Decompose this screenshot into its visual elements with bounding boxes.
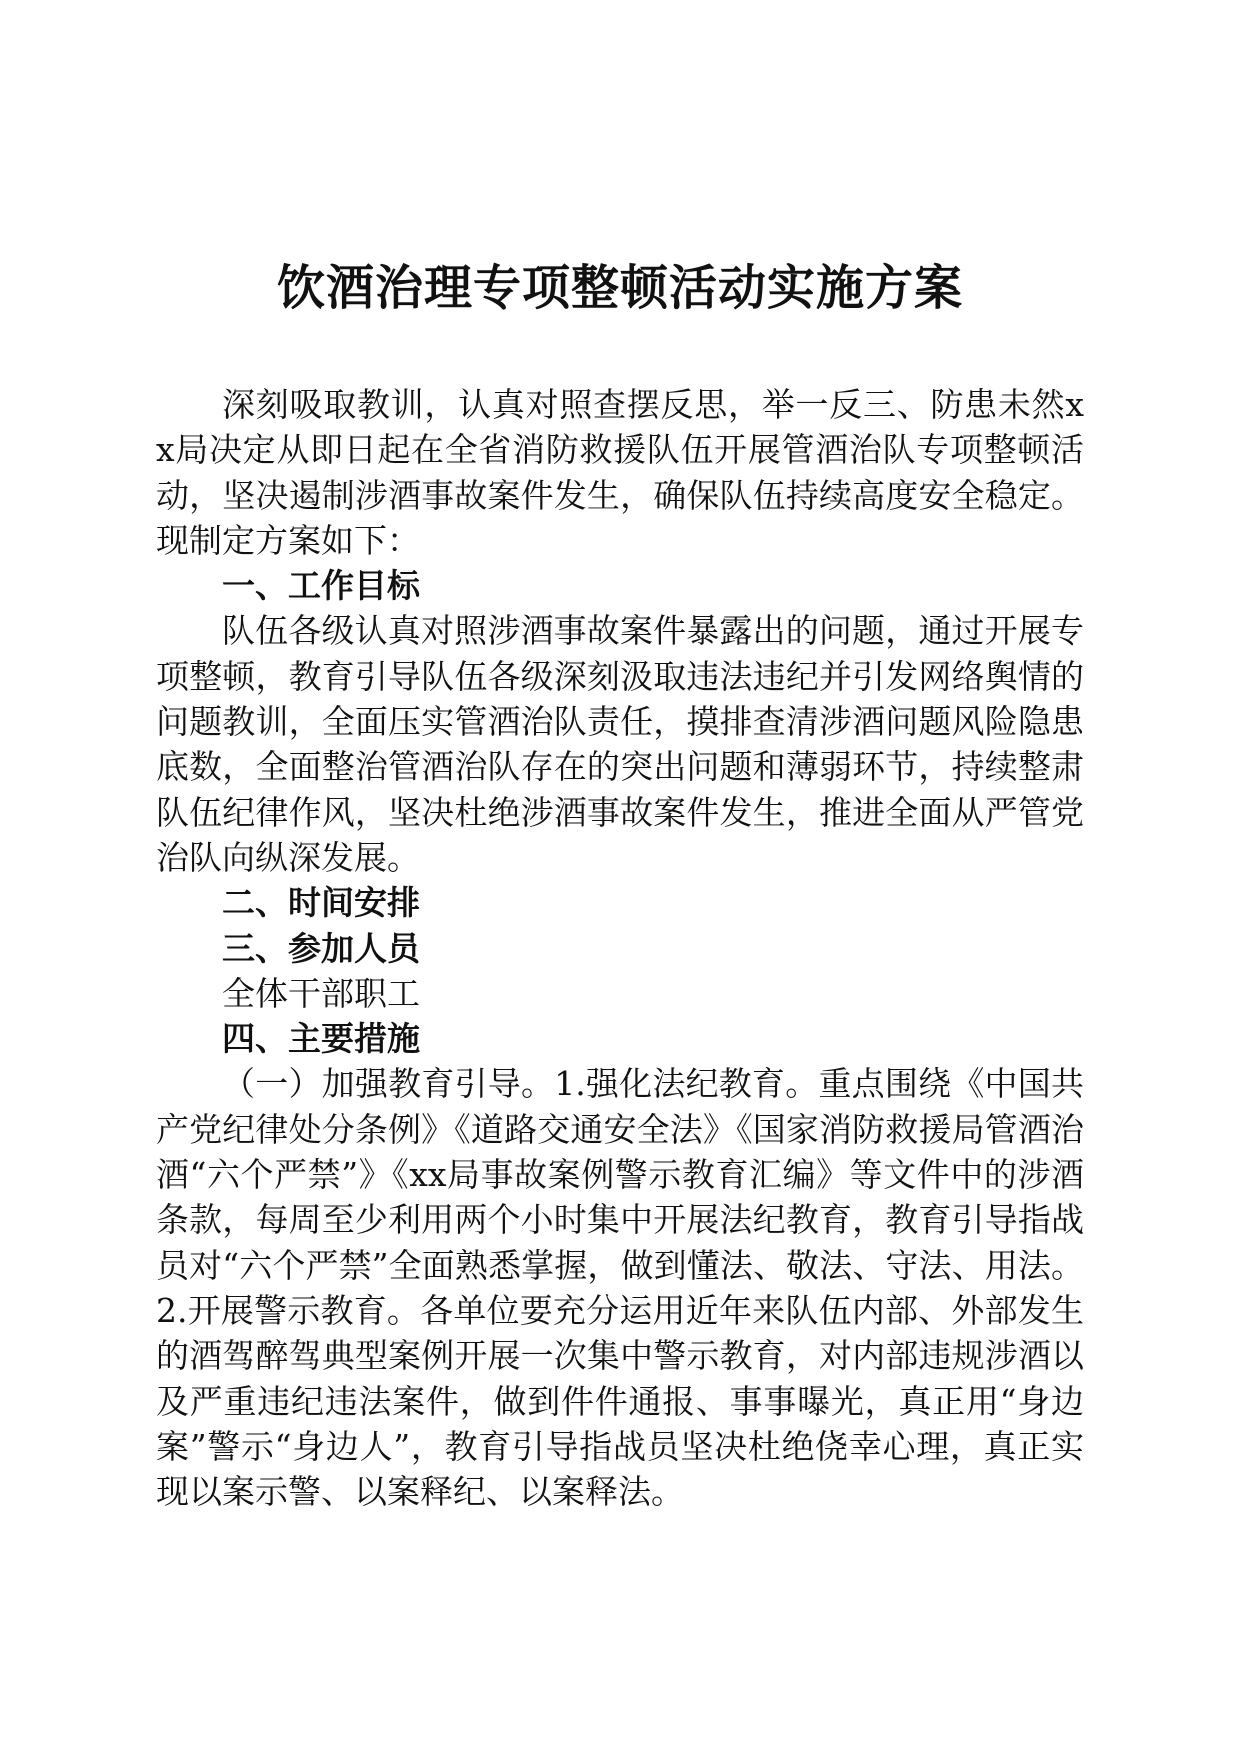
intro-paragraph: 深刻吸取教训，认真对照查摆反思，举一反三、防患未然xx局决定从即日起在全省消防救援队伍开展管酒治队专项整顿活动，坚决遏制涉酒事故案件发生，确保队伍持续高度安全稳定。现制定方案如下： — [156, 385, 1084, 560]
section-heading-measures: 四、主要措施 — [222, 1019, 420, 1059]
section-text-participants: 全体干部职工 — [222, 973, 420, 1013]
document-body — [156, 382, 1084, 1514]
section-heading-participants: 三、参加人员 — [222, 928, 420, 968]
section-heading-goals: 一、工作目标 — [222, 566, 420, 606]
section-text-measures: （一）加强教育引导。1.强化法纪教育。重点围绕《中国共产党纪律处分条例》《道路交通安全法》《国家消防救援局管酒治酒“六个严禁”》《xx局事故案例警示教育汇编》等文件中的涉酒条款，每周至少利用两个小时集中开展法纪教育，教育引导指战员对“六个严禁”全面熟悉掌握，做到懂法、敬法、守法、用法。2.开展警示教育。各单位要充分运用近年来队伍内部、外部发生的酒驾醉驾典型案例开展一次集中警示教育，对内部违规涉酒以及严重违纪违法案件，做到件件通报、事事曝光，真正用“身边案”警示“身边人”，教育引导指战员坚决杜绝侥幸心理，真正实现以案示警、以案释纪、以案释法。 — [156, 1064, 1084, 1512]
section-text-goals: 队伍各级认真对照涉酒事故案件暴露出的问题，通过开展专项整顿，教育引导队伍各级深刻汲取违法违纪并引发网络舆情的问题教训，全面压实管酒治队责任，摸排查清涉酒问题风险隐患底数，全面整治管酒治队存在的突出问题和薄弱环节，持续整肃队伍纪律作风，坚决杜绝涉酒事故案件发生，推进全面从严管党治队向纵深发展。 — [156, 611, 1084, 877]
document-title: 饮酒治理专项整顿活动实施方案 — [276, 260, 963, 316]
section-heading-schedule: 二、时间安排 — [222, 883, 420, 923]
